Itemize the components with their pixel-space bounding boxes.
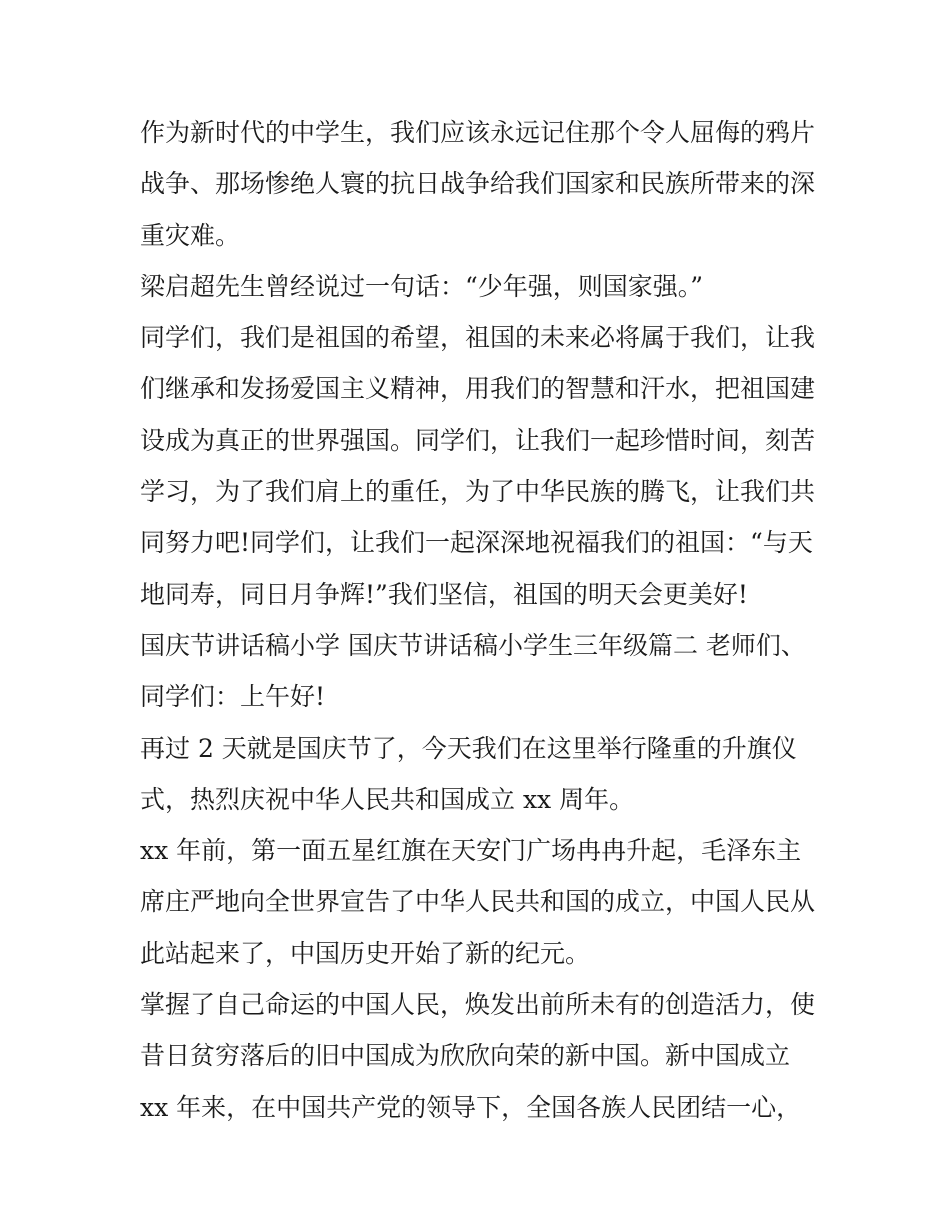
text-line: 梁启超先生曾经说过一句话：“少年强，则国家强。” [140,271,704,301]
text-line: 同努力吧!同学们，让我们一起深深地祝福我们的祖国：“与天 [140,528,813,558]
document-body [140,107,820,1133]
section-heading-line: 国庆节讲话稿小学 国庆节讲话稿小学生三年级篇二 老师们、 [140,630,806,660]
text-line: 同学们，我们是祖国的希望，祖国的未来必将属于我们，让我 [140,323,816,353]
text-line: 重灾难。 [140,220,241,250]
text-line: 们继承和发扬爱国主义精神，用我们的智慧和汗水，把祖国建 [140,374,816,404]
text-line: 席庄严地向全世界宣告了中华人民共和国的成立，中国人民从 [140,887,816,917]
text-line: 昔日贫穷落后的旧中国成为欣欣向荣的新中国。新中国成立 [140,1041,791,1071]
text-line: 作为新时代的中学生，我们应该永远记住那个令人屈侮的鸦片 [140,118,816,147]
text-line: 战争、那场惨绝人寰的抗日战争给我们国家和民族所带来的深 [140,169,816,199]
text-line: 式，热烈庆祝中华人民共和国成立 xx 周年。 [140,784,635,814]
text-line: xx 年前，第一面五星红旗在天安门广场冉冉升起，毛泽东主 [140,836,802,866]
text-line: 此站起来了，中国历史开始了新的纪元。 [140,938,591,968]
text-line: 设成为真正的世界强国。同学们，让我们一起珍惜时间，刻苦 [140,425,816,455]
text-line: 同学们：上午好! [140,682,326,712]
text-line: 掌握了自己命运的中国人民，焕发出前所未有的创造活力，使 [140,990,816,1020]
text-line: xx 年来，在中国共产党的领导下，全国各族人民团结一心， [140,1092,802,1122]
text-line: 学习，为了我们肩上的重任，为了中华民族的腾飞，让我们共 [140,477,816,507]
text-line: 再过 2 天就是国庆节了，今天我们在这里举行隆重的升旗仪 [140,733,797,763]
text-line: 地同寿，同日月争辉!”我们坚信，祖国的明天会更美好! [140,579,748,609]
